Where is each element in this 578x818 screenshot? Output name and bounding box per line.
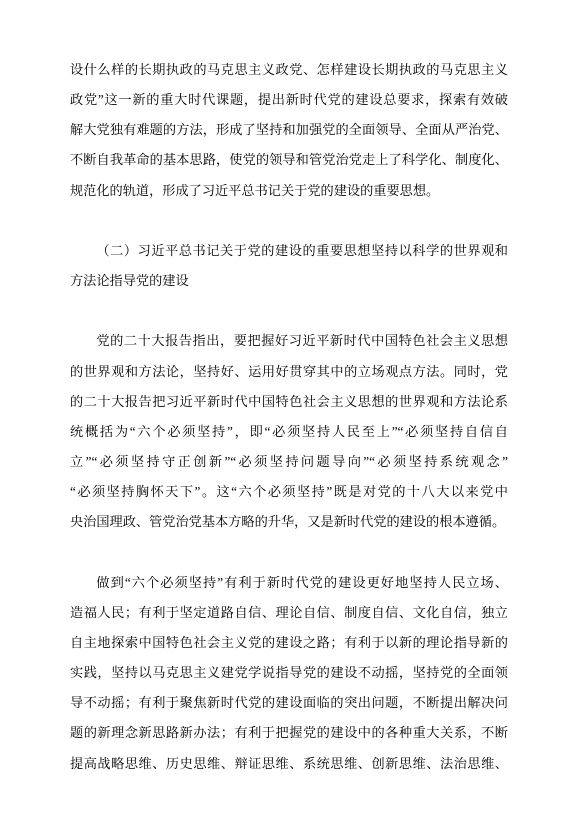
paragraph xyxy=(70,55,508,206)
section-heading xyxy=(70,236,508,296)
text-line: 设什么样的长期执政的马克思主义政党、怎样建设长期执政的马克思主义 xyxy=(70,62,508,77)
text-line: 自主地探索中国特色社会主义党的建设之路；有利于以新的理论指导新的 xyxy=(70,634,508,650)
text-line: 的二十大报告把习近平新时代中国特色社会主义思想的世界观和方法论系 xyxy=(70,393,508,409)
text-line: “必须坚持胸怀天下”。这“六个必须坚持”既是对党的十八大以来党中 xyxy=(70,484,508,500)
text-line: 提高战略思维、历史思维、辩证思维、系统思维、创新思维、法治思维、 xyxy=(70,755,508,771)
paragraph xyxy=(70,326,508,537)
text-line: 立”“必须坚持守正创新”“必须坚持问题导向”“必须坚持系统观念” xyxy=(70,454,508,470)
text-line: 造福人民；有利于坚定道路自信、理论自信、制度自信、文化自信，独立 xyxy=(70,604,508,620)
text-line: 做到“六个必须坚持”有利于新时代党的建设更好地坚持人民立场、 xyxy=(96,574,508,590)
document-page xyxy=(70,55,508,779)
text-line: 央治国理政、管党治党基本方略的升华，又是新时代党的建设的根本遵循。 xyxy=(70,514,506,530)
text-line: 规范化的轨道，形成了习近平总书记关于党的建设的重要思想。 xyxy=(70,182,440,198)
text-line: 解大党独有难题的方法，形成了坚持和加强党的全面领导、全面从严治党、 xyxy=(70,122,508,138)
text-line: 不断自我革命的基本思路，使党的领导和管党治党走上了科学化、制度化、 xyxy=(70,152,508,168)
text-line: 题的新理念新思路新办法；有利于把握党的建设中的各种重大关系，不断 xyxy=(70,725,508,741)
heading-line: 方法论指导党的建设 xyxy=(70,273,189,289)
text-line: 政党”这一新的重大时代课题，提出新时代党的建设总要求，探索有效破 xyxy=(70,92,508,108)
text-line: 导不动摇；有利于聚焦新时代党的建设面临的突出问题，不断提出解决问 xyxy=(70,695,508,711)
paragraph xyxy=(70,568,508,779)
text-line: 的世界观和方法论，坚持好、运用好贯穿其中的立场观点方法。同时，党 xyxy=(70,363,508,379)
text-line: 党的二十大报告指出，要把握好习近平新时代中国特色社会主义思想 xyxy=(96,333,508,349)
text-line: 统概括为“六个必须坚持”，即“必须坚持人民至上”“必须坚持自信自 xyxy=(70,423,508,439)
text-line: 实践，坚持以马克思主义建党学说指导党的建设不动摇，坚持党的全面领 xyxy=(70,665,508,681)
heading-line: （二）习近平总书记关于党的建设的重要思想坚持以科学的世界观和 xyxy=(96,242,508,258)
